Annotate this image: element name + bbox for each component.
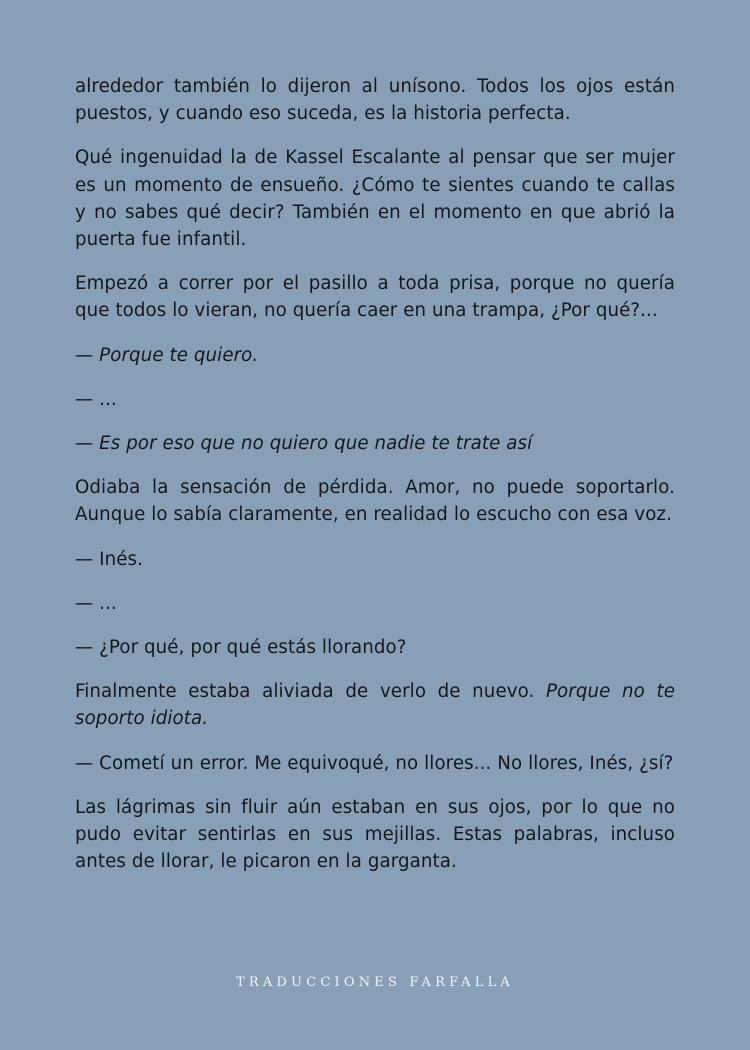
paragraph-text: Finalmente estaba aliviada de verlo de nuevo. xyxy=(75,681,546,703)
italic-text: Porque no te soporto idiota. xyxy=(75,681,675,730)
paragraph: Odiaba la sensación de pérdida. Amor, no puede soportarlo. Aunque lo sabía claramente, en realidad lo escucho con esa voz. xyxy=(75,477,675,526)
dialogue-line: — ... xyxy=(75,592,117,614)
italic-text: Es por eso que no quiero que nadie te trate así xyxy=(99,433,533,455)
footer-brand: TRADUCCIONES FARFALLA xyxy=(235,975,514,990)
italic-text: Porque te quiero. xyxy=(99,344,259,366)
paragraph: Las lágrimas sin fluir aún estaban en sus ojos, por lo que no pudo evitar sentirlas en sus mejillas. Estas palabras, incluso antes de llorar, le picaron en la garganta. xyxy=(75,796,675,873)
dialogue-line: — ... xyxy=(75,388,117,410)
paragraph: Empezó a correr por el pasillo a toda prisa, porque no quería que todos lo vieran, no quería caer en una trampa, ¿Por qué?... xyxy=(75,273,675,322)
dialogue-line: — ¿Por qué, por qué estás llorando? xyxy=(75,637,407,659)
paragraph xyxy=(75,678,675,732)
page-body xyxy=(75,73,675,892)
dialogue-dash: — xyxy=(75,433,100,455)
paragraph: alrededor también lo dijeron al unísono. Todos los ojos están puestos, y cuando eso suceda, es la historia perfecta. xyxy=(75,76,675,125)
dialogue-line: — Cometí un error. Me equivoqué, no llores... No llores, Inés, ¿sí? xyxy=(75,752,674,774)
dialogue-line: — Inés. xyxy=(75,548,144,570)
paragraph: Qué ingenuidad la de Kassel Escalante al pensar que ser mujer es un momento de ensueño. ¿Cómo te sientes cuando te callas y no sabes qué decir? También en el momento en que abrió la puerta fue infantil. xyxy=(75,147,675,251)
dialogue-dash: — xyxy=(75,344,100,366)
dialogue-line xyxy=(75,342,675,369)
dialogue-line xyxy=(75,430,675,457)
